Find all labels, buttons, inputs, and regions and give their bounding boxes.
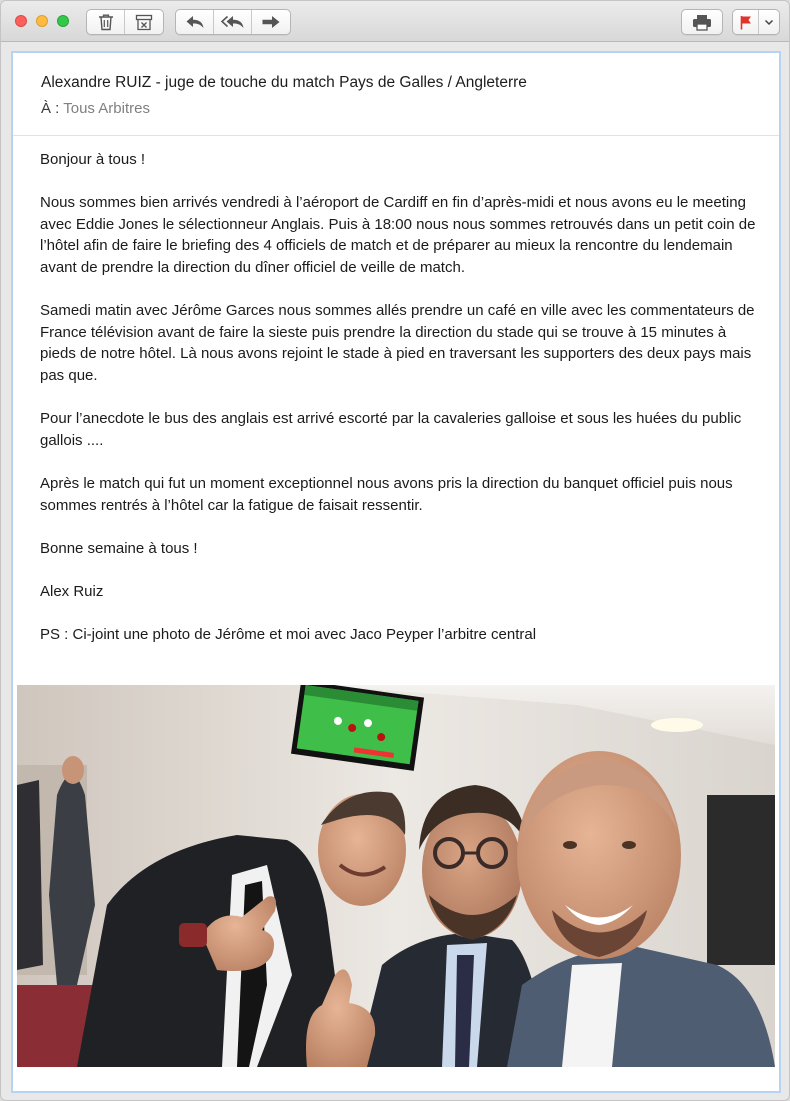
postscript: PS : Ci-joint une photo de Jérôme et moi avec Jaco Peyper l’arbitre central: [40, 626, 537, 644]
closing: Bonne semaine à tous !: [40, 539, 198, 557]
archive-icon: [135, 14, 153, 31]
delete-button-group: [86, 9, 164, 35]
message-header: [13, 53, 779, 136]
message-body: [40, 149, 762, 667]
greeting: Bonjour à tous !: [40, 151, 146, 168]
delete-button[interactable]: [87, 10, 125, 34]
minimize-window-button[interactable]: [36, 15, 48, 27]
body-paragraph-4: Après le match qui fut un moment exceptionnel nous avons pris la direction du banquet officiel puis nous sommes rentrés à l’hôtel car la fatigue de faisait ressentir.: [40, 474, 733, 514]
recipient-name[interactable]: Tous Arbitres: [63, 100, 150, 117]
body-paragraph-2: Samedi matin avec Jérôme Garces nous sommes allés prendre un café en ville avec les commentateurs de France télévision avant de faire la sieste puis prendre la direction du stade qui se trouve à 15 minutes à pieds de notre hôtel. Là nous avons rejoint le stade à pied en traversant les supporters des deux pays mais pas que.: [40, 302, 755, 384]
to-label: À :: [41, 100, 60, 117]
flag-icon: [740, 15, 752, 30]
reply-all-button[interactable]: [214, 10, 252, 34]
chevron-down-icon: [764, 19, 774, 26]
trash-icon: [98, 13, 114, 31]
forward-button[interactable]: [252, 10, 290, 34]
message-subject: Alexandre RUIZ - juge de touche du match Pays de Galles / Angleterre: [41, 74, 527, 91]
toolbar: [1, 1, 790, 42]
selfie-photo-image: [17, 685, 775, 1067]
attached-photo[interactable]: [17, 685, 775, 1067]
reply-button-group: [175, 9, 291, 35]
forward-icon: [261, 15, 281, 29]
print-button[interactable]: [682, 10, 722, 34]
recipient-line: [41, 100, 150, 117]
flag-button[interactable]: [733, 10, 759, 34]
message-pane: [11, 51, 781, 1093]
print-icon: [692, 14, 712, 31]
print-button-group: [681, 9, 723, 35]
signature: Alex Ruiz: [40, 582, 104, 600]
body-paragraph-3: Pour l’anecdote le bus des anglais est arrivé escorté par la cavaleries galloise et sous les huées du public gallois ....: [40, 410, 742, 449]
flag-menu-button[interactable]: [759, 10, 779, 34]
body-paragraph-1: Nous sommes bien arrivés vendredi à l’aéroport de Cardiff en fin d’après-midi et nous avons eu le meeting avec Eddie Jones le sélectionneur Anglais. Puis à 18:00 nous nous sommes retrouvés dans un petit coin de l’hôtel afin de faire le briefing des 4 officiels de match et de préparer au mieux la rencontre du lendemain avant de prendre la direction du dîner officiel de veille de match.: [40, 194, 756, 276]
reply-icon: [185, 15, 205, 29]
junk-button[interactable]: [125, 10, 163, 34]
reply-button[interactable]: [176, 10, 214, 34]
zoom-window-button[interactable]: [57, 15, 69, 27]
flag-button-group: [732, 9, 780, 35]
close-window-button[interactable]: [15, 15, 27, 27]
reply-all-icon: [221, 15, 245, 29]
